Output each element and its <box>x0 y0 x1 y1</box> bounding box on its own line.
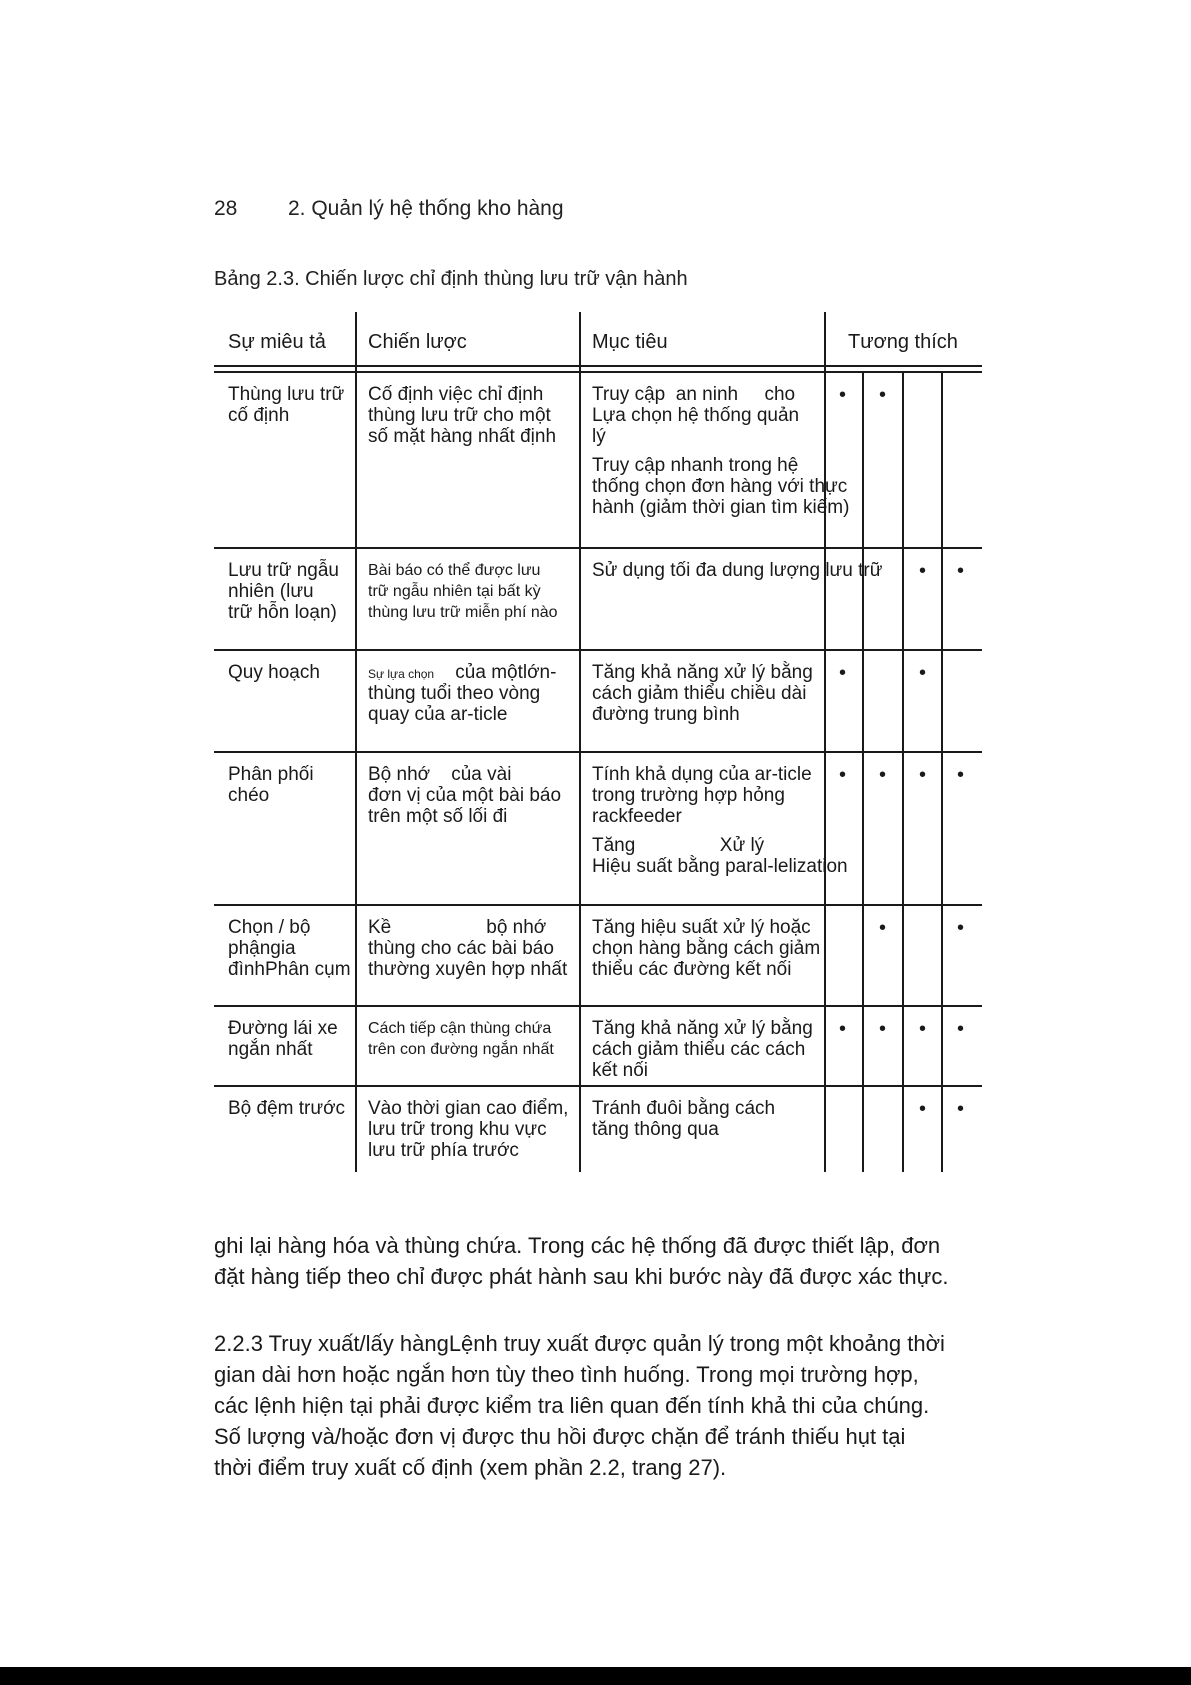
strategy-table <box>214 312 982 1172</box>
row-separator <box>214 751 982 753</box>
compat-separator <box>862 371 864 1172</box>
compat-bullet: • <box>919 662 927 684</box>
row-goal-line: chọn hàng bằng cách giảm <box>592 938 821 959</box>
row-description-line: Thùng lưu trữ <box>228 384 345 405</box>
row-description-line: chéo <box>228 785 270 806</box>
row-goal-extra-line: Truy cập nhanh trong hệ <box>592 455 799 476</box>
chapter-title: 2. Quản lý hệ thống kho hàng <box>288 197 564 220</box>
bottom-scan-border <box>0 1667 1191 1685</box>
row-description-line: cố định <box>228 405 290 426</box>
compat-bullet: • <box>839 764 847 786</box>
compat-bullet: • <box>879 384 887 406</box>
row-description-line: Bộ đệm trước <box>228 1098 346 1119</box>
row-strategy-line: số mặt hàng nhất định <box>368 426 557 447</box>
row-goal-line: kết nối <box>592 1060 648 1081</box>
compat-bullet: • <box>957 1098 965 1120</box>
row-strategy-line: Kề bộ nhớ <box>368 917 547 938</box>
row-goal-extra-line: Tăng Xử lý <box>592 835 765 856</box>
header-rule-top <box>214 365 982 367</box>
row-strategy-line: đơn vị của một bài báo <box>368 785 562 806</box>
row-strategy-line: thùng tuổi theo vòng <box>368 683 541 704</box>
compat-bullet: • <box>919 1098 927 1120</box>
compat-bullet: • <box>839 662 847 684</box>
row-goal-line: Tăng khả năng xử lý bằng <box>592 1018 813 1039</box>
row-separator <box>214 1005 982 1007</box>
row-goal-line: lý <box>592 426 606 447</box>
paragraph-line: thời điểm truy xuất cố định (xem phần 2.2, trang 27). <box>214 1455 727 1480</box>
compat-separator <box>902 371 904 1172</box>
row-description-line: Chọn / bộ <box>228 917 311 938</box>
compat-bullet: • <box>957 764 965 786</box>
column-separator <box>355 312 357 1172</box>
row-strategy-line: Vào thời gian cao điểm, <box>368 1098 569 1119</box>
row-goal-extra-line: thống chọn đơn hàng với thực <box>592 476 848 497</box>
header-rule-bottom <box>214 371 982 373</box>
paragraph-line: các lệnh hiện tại phải được kiểm tra liên quan đến tính khả thi của chúng. <box>214 1393 930 1418</box>
column-header: Chiến lược <box>368 331 467 353</box>
row-goal-line: đường trung bình <box>592 704 740 725</box>
compat-bullet: • <box>919 560 927 582</box>
row-separator <box>214 649 982 651</box>
paragraph-line: ghi lại hàng hóa và thùng chứa. Trong các hệ thống đã được thiết lập, đơn <box>214 1233 941 1258</box>
paragraph-line: đặt hàng tiếp theo chỉ được phát hành sau khi bước này đã được xác thực. <box>214 1264 949 1289</box>
column-separator <box>824 312 826 1172</box>
compat-bullet: • <box>879 764 887 786</box>
row-strategy-line: Bài báo có thể được lưu <box>368 562 541 579</box>
row-description-line: Đường lái xe <box>228 1018 338 1039</box>
row-goal-line: Sử dụng tối đa dung lượng lưu trữ <box>592 560 883 581</box>
paragraph-line: Số lượng và/hoặc đơn vị được thu hồi được chặn để tránh thiếu hụt tại <box>214 1424 906 1449</box>
row-goal-line: Tăng khả năng xử lý bằng <box>592 662 813 683</box>
compat-bullet: • <box>957 917 965 939</box>
row-description-line: Phân phối <box>228 764 314 785</box>
row-strategy-line: của mộtlớn- <box>450 662 557 683</box>
row-goal-extra-line: hành (giảm thời gian tìm kiếm) <box>592 497 850 518</box>
row-goal-line: trong trường hợp hỏng <box>592 785 785 806</box>
row-strategy-line: Cách tiếp cận thùng chứa <box>368 1020 552 1037</box>
compat-bullet: • <box>919 764 927 786</box>
row-goal-line: tăng thông qua <box>592 1119 719 1140</box>
row-description-line: ngắn nhất <box>228 1039 313 1060</box>
row-goal-line: cách giảm thiểu các cách <box>592 1039 806 1060</box>
row-separator <box>214 547 982 549</box>
row-strategy-line: trên một số lối đi <box>368 806 508 827</box>
row-description-line: phậngia <box>228 938 296 959</box>
compat-bullet: • <box>919 1018 927 1040</box>
row-strategy-line: thường xuyên hợp nhất <box>368 959 568 980</box>
row-description-line: đìnhPhân cụm <box>228 959 351 980</box>
compat-bullet: • <box>879 917 887 939</box>
row-goal-line: rackfeeder <box>592 806 682 827</box>
paragraph-continuation <box>214 1230 1004 1292</box>
row-strategy-line: Bộ nhớ của vài <box>368 764 512 785</box>
compat-bullet: • <box>957 560 965 582</box>
row-description-line: trữ hỗn loạn) <box>228 602 337 623</box>
row-description-line: Lưu trữ ngẫu <box>228 560 340 581</box>
compat-bullet: • <box>879 1018 887 1040</box>
row-goal-line: cách giảm thiểu chiều dài <box>592 683 807 704</box>
page-number: 28 <box>214 197 238 220</box>
column-separator <box>579 312 581 1172</box>
row-goal-line: Truy cập an ninh cho <box>592 384 796 405</box>
row-goal-extra-line: Hiệu suất bằng paral-lelization <box>592 856 848 877</box>
column-header: Tương thích <box>848 331 958 353</box>
row-separator <box>214 1085 982 1087</box>
row-strategy-line: trữ ngẫu nhiên tại bất kỳ <box>368 583 541 600</box>
row-goal-line: Tránh đuôi bằng cách <box>592 1098 776 1119</box>
row-strategy-line: trên con đường ngắn nhất <box>368 1041 554 1058</box>
row-strategy-line: thùng cho các bài báo <box>368 938 554 959</box>
column-header: Sự miêu tả <box>228 331 326 353</box>
table-caption: Bảng 2.3. Chiến lược chỉ định thùng lưu trữ vận hành <box>214 268 688 290</box>
row-strategy-small: Sự lựa chọn <box>368 667 435 681</box>
row-strategy-line: Cố định việc chỉ định <box>368 384 544 405</box>
row-description-line: nhiên (lưu <box>228 581 314 602</box>
paragraph-retrieval <box>214 1328 1004 1483</box>
row-strategy-line: lưu trữ trong khu vực <box>368 1119 547 1140</box>
paragraph-line: 2.2.3 Truy xuất/lấy hàngLệnh truy xuất được quản lý trong một khoảng thời <box>214 1331 945 1356</box>
row-strategy-line: quay của ar-ticle <box>368 704 508 725</box>
row-description-line: Quy hoạch <box>228 662 320 683</box>
compat-bullet: • <box>839 1018 847 1040</box>
row-goal-line: thiểu các đường kết nối <box>592 959 792 980</box>
compat-bullet: • <box>957 1018 965 1040</box>
row-strategy-line: thùng lưu trữ cho một <box>368 405 551 426</box>
compat-separator <box>941 371 943 1172</box>
row-goal-line: Tính khả dụng của ar-ticle <box>592 764 812 785</box>
row-goal-line: Tăng hiệu suất xử lý hoặc <box>592 917 811 938</box>
row-strategy-line: lưu trữ phía trước <box>368 1140 519 1161</box>
column-header: Mục tiêu <box>592 331 668 353</box>
compat-bullet: • <box>839 384 847 406</box>
row-goal-line: Lựa chọn hệ thống quản <box>592 405 800 426</box>
row-strategy-line: thùng lưu trữ miễn phí nào <box>368 604 558 621</box>
paragraph-line: gian dài hơn hoặc ngắn hơn tùy theo tình huống. Trong mọi trường hợp, <box>214 1362 919 1387</box>
row-separator <box>214 904 982 906</box>
running-header <box>214 197 564 221</box>
